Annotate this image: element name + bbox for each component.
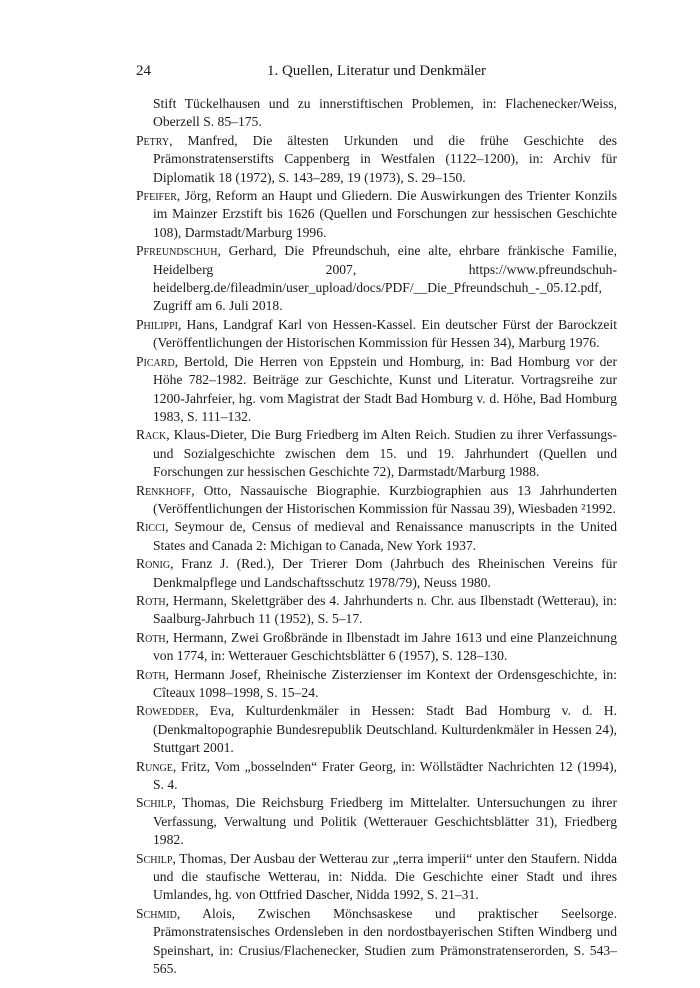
bibliography-entry xyxy=(136,482,617,519)
entry-author: Philippi xyxy=(136,316,179,332)
bibliography-entry xyxy=(136,555,617,592)
entry-text: Stift Tückelhausen und zu innerstiftischen Problemen, in: Flachenecker/Weiss, Oberzell S. 85–175. xyxy=(153,96,617,130)
running-head xyxy=(136,63,617,83)
entry-author: Schilp xyxy=(136,795,173,811)
entry-text: , Thomas, Die Reichsburg Friedberg im Mittelalter. Untersuchungen zu ihrer Verfassung, Verwaltung und Politik (Wetterauer Geschichtsblätter 31), Friedberg 1982. xyxy=(153,795,617,848)
entry-text: , Manfred, Die ältesten Urkunden und die frühe Geschichte des Prämonstratenserstifts Cappenberg in Westfalen (1122–1200), in: Archiv für Diplomatik 18 (1972), S. 143–289, 19 (1973), S. 29–150. xyxy=(153,132,617,185)
entry-text: , Franz J. (Red.), Der Trierer Dom (Jahrbuch des Rheinischen Vereins für Denkmalpflege und Landschaftsschutz 1978/79), Neuss 1980. xyxy=(153,556,617,590)
bibliography-entry xyxy=(136,316,617,353)
entry-author: Picard xyxy=(136,353,175,369)
bibliography-entry xyxy=(136,242,617,316)
bibliography-entry xyxy=(136,426,617,481)
entry-text: , Hermann, Zwei Großbrände in Ilbenstadt im Jahre 1613 und eine Planzeichnung von 1774, in: Wetterauer Geschichtsblätter 6 (1957), S. 128–130. xyxy=(153,629,617,664)
entry-text: , Gerhard, Die Pfreundschuh, eine alte, ehrbare fränkische Familie, Heidelberg 2007, https://www.pfreundschuh-heidelberg.de/fileadmin/user_upload/docs/PDF/__Die_Pfreundschuh_-_05.12.pdf, Zugriff am 6. Juli 2018. xyxy=(153,243,617,314)
bibliography-entry xyxy=(136,187,617,242)
entry-author: Petry xyxy=(136,132,170,148)
entry-author: Schmid xyxy=(136,905,177,921)
bibliography-entry xyxy=(136,666,617,703)
entry-author: Roth xyxy=(136,666,166,682)
bibliography-entry xyxy=(136,794,617,849)
entry-author: Ronig xyxy=(136,556,171,572)
entry-text: , Fritz, Vom „bosselnden“ Frater Georg, in: Wöllstädter Nachrichten 12 (1994), S. 4. xyxy=(153,758,617,793)
bibliography-entry xyxy=(136,905,617,979)
entry-author: Pfreundschuh xyxy=(136,243,218,259)
entry-text: , Seymour de, Census of medieval and Renaissance manuscripts in the United States and Canada 2: Michigan to Canada, New York 1937. xyxy=(153,519,617,553)
entry-author: Rack xyxy=(136,427,167,443)
entry-author: Renkhoff xyxy=(136,482,192,498)
entry-author: Roth xyxy=(136,629,166,645)
entry-author: Pfeifer xyxy=(136,188,177,204)
entry-text: , Klaus-Dieter, Die Burg Friedberg im Alten Reich. Studien zu ihrer Verfassungs- und Sozialgeschichte zwischen dem 15. und 19. Jahrhundert (Quellen und Forschungen zur hessischen Geschichte 72), Darmstadt/Marburg 1988. xyxy=(153,427,617,480)
entry-text: , Eva, Kulturdenkmäler in Hessen: Stadt Bad Homburg v. d. H. (Denkmaltopographie Bundesrepublik Deutschland. Kulturdenkmäler in Hessen 24), Stuttgart 2001. xyxy=(153,703,617,756)
entry-text: , Alois, Zwischen Mönchsaskese und praktischer Seelsorge. Prämonstratensisches Ordensleben in den nordostbayerischen Stiften Windberg und Speinshart, in: Crusius/Flachenecker, Studien zum Prämonstratenserorden, S. 543–565. xyxy=(153,905,617,977)
bibliography-entry xyxy=(136,132,617,187)
entry-author: Ricci xyxy=(136,519,166,535)
entry-text: , Otto, Nassauische Biographie. Kurzbiographien aus 13 Jahrhunderten (Veröffentlichungen der Historischen Kommission für Nassau 39), Wiesbaden ²1992. xyxy=(153,482,617,516)
bibliography-entry xyxy=(136,95,617,132)
bibliography-entry xyxy=(136,592,617,629)
entry-text: , Hans, Landgraf Karl von Hessen-Kassel. Ein deutscher Fürst der Barockzeit (Veröffentlichungen der Historischen Kommission für Hessen 34), Marburg 1976. xyxy=(153,316,617,351)
entry-text: , Bertold, Die Herren von Eppstein und Homburg, in: Bad Homburg vor der Höhe 782–1982. Beiträge zur Geschichte, Kunst und Literatur. Vortragsreihe zur 1200-Jahrfeier, hg. vom Magistrat der Stadt Bad Homburg v. d. Höhe, Bad Homburg 1983, S. 111–132. xyxy=(153,353,617,424)
entry-author: Rowedder xyxy=(136,703,196,719)
entry-text: , Hermann Josef, Rheinische Zisterzienser im Kontext der Ordensgeschichte, in: Cîteaux 1098–1998, S. 15–24. xyxy=(153,666,617,700)
bibliography-entry xyxy=(136,518,617,555)
bibliography-list xyxy=(136,95,617,979)
entry-text: , Jörg, Reform an Haupt und Gliedern. Die Auswirkungen des Trienter Konzils im Mainzer Erzstift bis 1626 (Quellen und Forschungen zur hessischen Geschichte 108), Darmstadt/Marburg 1996. xyxy=(153,188,617,240)
entry-author: Schilp xyxy=(136,850,173,866)
bibliography-entry xyxy=(136,702,617,757)
entry-author: Roth xyxy=(136,592,166,608)
entry-author: Runge xyxy=(136,758,173,774)
entry-text: , Thomas, Der Ausbau der Wetterau zur „terra imperii“ unter den Staufern. Nidda und die staufische Wetterau, in: Nidda. Die Geschichte einer Stadt und ihres Umlandes, hg. von Ottfried Dascher, Nidda 1992, S. 21–31. xyxy=(153,850,617,903)
entry-text: , Hermann, Skelettgräber des 4. Jahrhunderts n. Chr. aus Ilbenstadt (Wetterau), in: Saalburg-Jahrbuch 11 (1952), S. 5–17. xyxy=(153,592,617,627)
bibliography-entry xyxy=(136,353,617,427)
bibliography-entry xyxy=(136,758,617,795)
bibliography-entry xyxy=(136,850,617,905)
bibliography-entry xyxy=(136,629,617,666)
page-number: 24 xyxy=(136,63,151,79)
running-title: 1. Quellen, Literatur und Denkmäler xyxy=(266,63,487,79)
